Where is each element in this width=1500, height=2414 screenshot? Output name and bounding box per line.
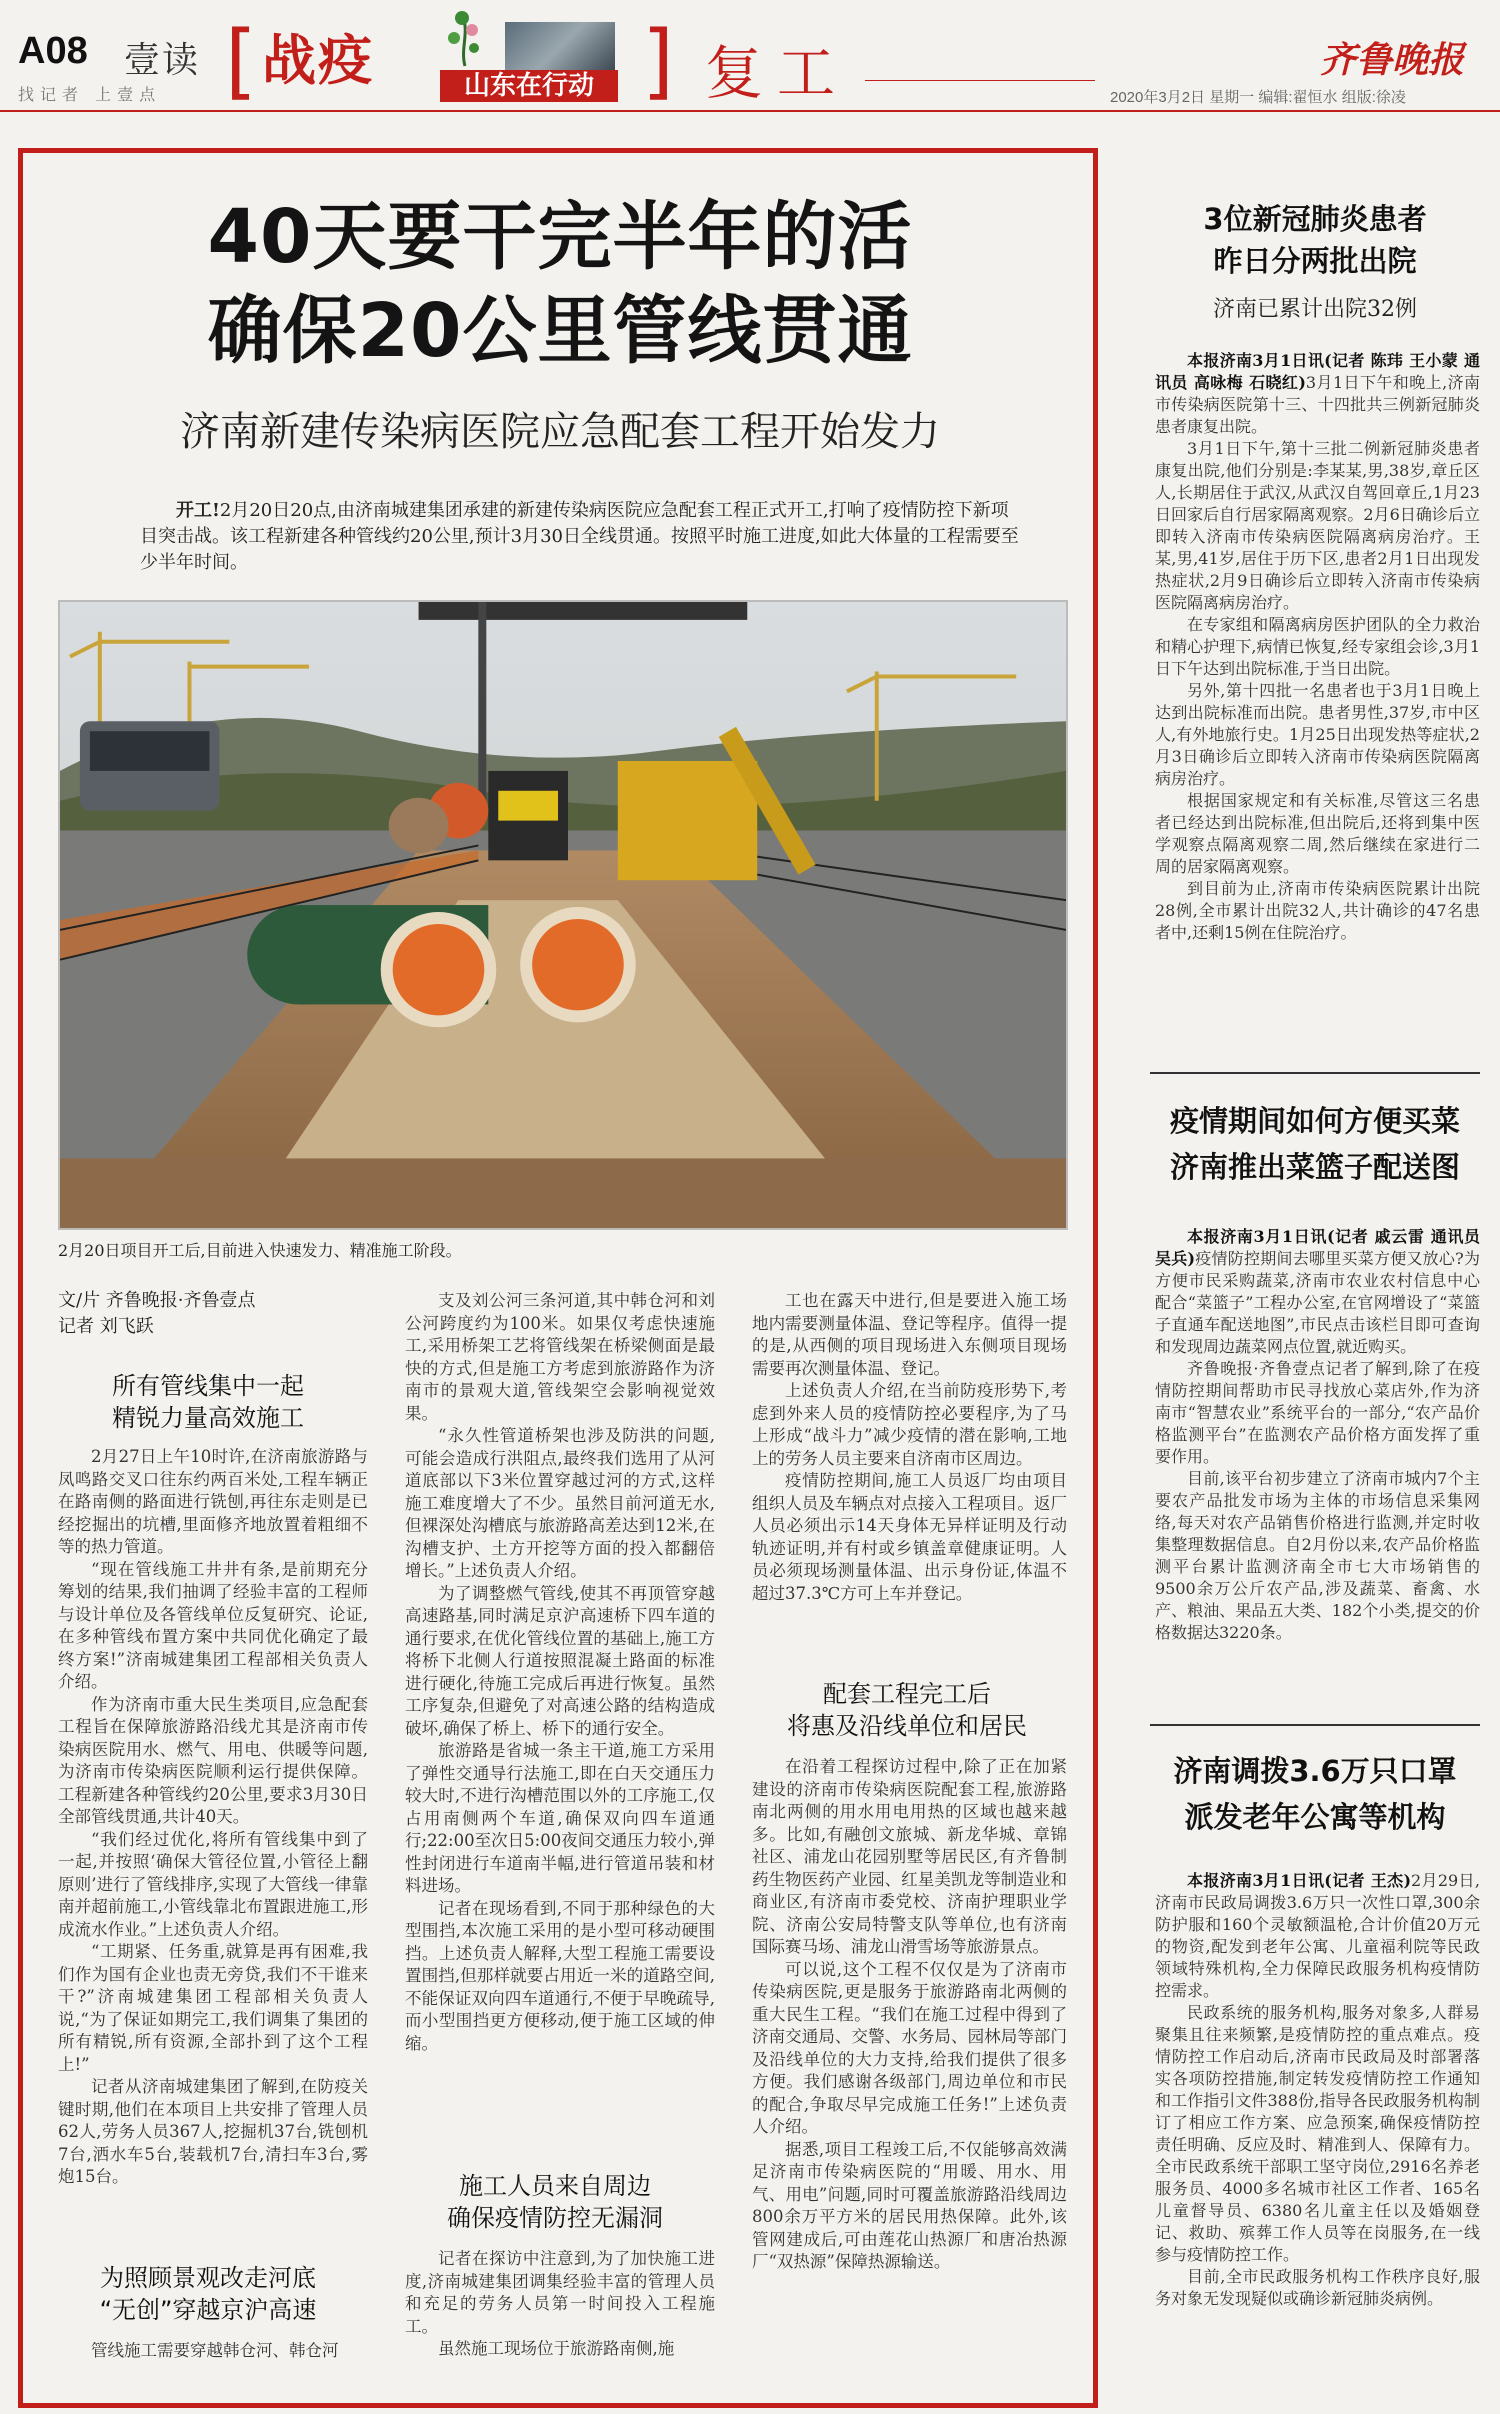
bracket-right-icon: ] (642, 14, 674, 109)
right-story-1-subtitle: 济南已累计出院32例 (1213, 297, 1417, 322)
paragraph: 到目前为止,济南市传染病医院累计出院28例,全市累计出院32人,共计确诊的47名患者中,还剩15例在住院治疗。 (1155, 879, 1480, 942)
paragraph: 管线施工需要穿越韩仓河、韩仓河 (91, 2341, 339, 2360)
headline-line-2: 确保20公里管线贯通 (207, 288, 913, 374)
col3-subhead (752, 1678, 1062, 1742)
right-story-2-title-line-1: 疫情期间如何方便买菜 (1169, 1104, 1460, 1138)
paragraph: 支及刘公河三条河道,其中韩仓河和刘公河跨度约为100米。如果仅考虑快速施工,采用桥架工艺将管线架在桥梁侧面是最快的方式,但是施工方考虑到旅游路作为济南市的景观大道,管线架空会影响视觉效果。 (405, 1291, 715, 1423)
right-story-2-byline: 本报济南3月1日讯(记者 戚云雷 通讯员 吴兵) (1155, 1227, 1480, 1268)
construction-photo (58, 600, 1068, 1230)
paragraph: 在专家组和隔离病房医护团队的全力救治和精心护理下,病情已恢复,经专家组会诊,3月1日下午达到出院标准,于当日出院。 (1155, 615, 1480, 678)
main-headline (40, 190, 1080, 378)
right-story-3-p0: 2月29日,济南市民政局调拨3.6万只一次性口罩,300余防护服和160个灵敏额温枪,合计价值20万元的物资,配发到老年公寓、儿童福利院等民政领域特殊机构,全力保障民政服务机构疫情防控需求。 (1155, 1871, 1480, 2000)
col1-subhead2-line-1: 为照顾景观改走河底 (100, 2264, 316, 2292)
date-editor-line: 2020年3月2日 星期一 编辑:翟恒水 组版:徐凌 (1110, 89, 1406, 106)
col2-subhead (405, 2170, 705, 2234)
newspaper-logo: 齐鲁晚报 (1320, 39, 1465, 81)
col2-text-2 (405, 2248, 715, 2361)
paragraph: 目前,全市民政服务机构工作秩序良好,服务对象无发现疑似或确诊新冠肺炎病例。 (1155, 2267, 1480, 2308)
right-story-1-title-line-1: 3位新冠肺炎患者 (1203, 202, 1427, 236)
right-story-1-title (1150, 198, 1480, 282)
lead-label: 开工! (176, 500, 220, 521)
paragraph: 根据国家规定和有关标准,尽管这三名患者已经达到出院标准,但出院后,还将到集中医学观察点隔离观察二周,然后继续在家进行二周的居家隔离观察。 (1155, 791, 1480, 876)
right-story-2-title (1150, 1098, 1480, 1190)
section-slogan: 找记者 上壹点 (18, 85, 162, 104)
col1-subhead-line-1: 所有管线集中一起 (112, 1372, 304, 1400)
section-name: 壹读 (124, 40, 201, 81)
right-story-3-text (1155, 1870, 1480, 2310)
topic-title: 复工 (705, 39, 850, 107)
headline-line-1: 40天要干完半年的活 (207, 194, 913, 280)
banner-title: 战疫 (262, 28, 374, 92)
paragraph: 2月27日上午10时许,在济南旅游路与凤鸣路交叉口往东约两百米处,工程车辆正在路南侧的路面进行铣刨,再往东走则是已经挖掘出的坑槽,里面修齐地放置着粗细不等的热力管道。 (58, 1447, 368, 1556)
col1-subhead-2 (58, 2262, 358, 2326)
col3-subhead-line-2: 将惠及沿线单位和居民 (787, 1712, 1027, 1740)
right-story-1-p0: 3月1日下午和晚上,济南市传染病医院第十三、十四批共三例新冠肺炎患者康复出院。 (1155, 373, 1480, 436)
col1-text (58, 1446, 368, 2189)
paragraph: 齐鲁晚报·齐鲁壹点记者了解到,除了在疫情防控期间帮助市民寻找放心菜店外,作为济南市“智慧农业”系统平台的一部分,“农产品价格监测平台”在监测农产品价格方面发挥了重要作用。 (1155, 1359, 1480, 1466)
right-story-1-byline: 本报济南3月1日讯(记者 陈玮 王小蒙 通讯员 高咏梅 石晓红) (1155, 351, 1480, 392)
right-story-3-byline: 本报济南3月1日讯(记者 王杰) (1187, 1871, 1412, 1890)
paragraph (1155, 350, 1480, 438)
col2-text (405, 1290, 715, 2055)
byline-line-1: 文/片 齐鲁晚报·齐鲁壹点 (58, 1290, 256, 1311)
right-column-separator (1150, 1072, 1480, 1074)
lead-text: 2月20日20点,由济南城建集团承建的新建传染病医院应急配套工程正式开工,打响了疫情防控下新项目突击战。该工程新建各种管线约20公里,预计3月30日全线贯通。按照平时施工进度,如此大体量的工程需要至少半年时间。 (140, 500, 1019, 573)
photo-caption: 2月20日项目开工后,目前进入快速发力、精准施工阶段。 (58, 1241, 462, 1260)
lead-paragraph (140, 498, 1020, 576)
page-number: A08 (18, 30, 88, 72)
paragraph: “现在管线施工井井有条,是前期充分筹划的结果,我们抽调了经验丰富的工程师与设计单位及各管线单位反复研究、论证,在多种管线布置方案中共同优化确定了最终方案!”济南城建集团工程部相关负责人介绍。 (58, 1559, 368, 1691)
paragraph: “工期紧、任务重,就算是再有困难,我们作为国有企业也责无旁贷,我们不干谁来干?”济南城建集团工程部相关负责人说,“为了保证如期完工,我们调集了集团的所有精锐,所有资源,全部扑到了这个工程上!” (58, 1942, 368, 2074)
paragraph: 上述负责人介绍,在当前防疫形势下,考虑到外来人员的疫情防控必要程序,为了马上形成“战斗力”减少疫情的潜在影响,工地上的劳务人员主要来自济南市区周边。 (752, 1381, 1067, 1468)
col3-subhead-line-1: 配套工程完工后 (823, 1680, 991, 1708)
byline-line-2: 记者 刘飞跃 (58, 1316, 154, 1337)
main-subheadline: 济南新建传染病医院应急配套工程开始发力 (180, 409, 940, 455)
paragraph: 记者在现场看到,不同于那种绿色的大型围挡,本次施工采用的是小型可移动硬围挡。上述负责人解释,大型工程施工需要设置围挡,但那样就要占用近一米的道路空间,不能保证双向四车道通行,不便于早晚疏导,而小型围挡更方便移动,便于施工区域的伸缩。 (405, 1898, 715, 2053)
paragraph: 记者从济南城建集团了解到,在防疫关键时期,他们在本项目上共安排了管理人员62人,劳务人员367人,挖掘机37台,铣刨机7台,洒水车5台,装载机7台,清扫车3台,雾炮15台。 (58, 2077, 368, 2186)
right-story-3-title-line-2: 派发老年公寓等机构 (1184, 1800, 1446, 1834)
col1-text-2 (58, 2340, 368, 2363)
paragraph (1155, 1870, 1480, 2002)
paragraph: “永久性管道桥架也涉及防洪的问题,可能会造成行洪阻点,最终我们选用了从河道底部以下3米位置穿越过河的方式,这样施工难度增大了不少。虽然目前河道无水,但裸深处沟槽底与旅游路高差达到12米,在沟槽支护、土方开挖等方面的投入都翻倍增长。”上述负责人介绍。 (405, 1426, 715, 1580)
banner-photo (505, 22, 615, 72)
col1-subhead (58, 1370, 358, 1434)
right-story-2-title-line-2: 济南推出菜篮子配送图 (1169, 1150, 1460, 1184)
paragraph: 虽然施工现场位于旅游路南侧,施 (438, 2339, 675, 2358)
plum-blossom-icon (440, 8, 490, 68)
main-byline (58, 1288, 256, 1340)
paragraph: 为了调整燃气管线,使其不再顶管穿越高速路基,同时满足京沪高速桥下四车道的通行要求,在优化管线位置的基础上,施工方将桥下北侧人行道按照混凝土路面的标准进行硬化,待施工完成后再进行恢复。虽然工序复杂,但避免了对高速公路的结构造成破坏,确保了桥上、桥下的通行安全。 (405, 1583, 715, 1738)
paragraph: 记者在探访中注意到,为了加快施工进度,济南城建集团调集经验丰富的管理人员和充足的劳务人员第一时间投入工程施工。 (405, 2249, 715, 2336)
right-story-2-text (1155, 1226, 1480, 1644)
paragraph (1155, 1226, 1480, 1358)
right-story-2-p0: 疫情防控期间去哪里买菜方便又放心?为方便市民采购蔬菜,济南市农业农村信息中心配合“菜篮子”工程办公室,在官网增设了“菜篮子直通车配送地图”,市民点击该栏目即可查询和发现周边蔬菜网点位置,就近购买。 (1155, 1249, 1480, 1356)
col3-text (752, 1290, 1067, 1605)
paragraph: 民政系统的服务机构,服务对象多,人群易聚集且往来频繁,是疫情防控的重点难点。疫情防控工作启动后,济南市民政局及时部署落实各项防控措施,制定转发疫情防控工作通知和工作指引文件388份,指导各民政服务机构制订了相应工作方案、应急预案,确保疫情防控责任明确、反应及时、精准到人、保障有力。全市民政系统干部职工坚守岗位,2916名养老服务员、4000多名城市社区工作者、165名儿童督导员、6380名儿童主任以及婚姻登记、救助、殡葬工作人员等在岗服务,在一线参与疫情防控工作。 (1155, 2003, 1480, 2264)
paragraph: 可以说,这个工程不仅仅是为了济南市传染病医院,更是服务于旅游路南北两侧的重大民生工程。“我们在施工过程中得到了济南交通局、交警、水务局、园林局等部门及沿线单位的大力支持,给我们提供了很多方便。我们感谢各级部门,周边单位和市民的配合,争取尽早完成施工任务!”上述负责人介绍。 (752, 1959, 1067, 2136)
right-story-3-title-line-1: 济南调拨3.6万只口罩 (1173, 1754, 1457, 1788)
paragraph: 在沿着工程探访过程中,除了正在加紧建设的济南市传染病医院配套工程,旅游路南北两侧的用水用电用热的区域也越来越多。比如,有融创文旅城、新龙华城、章锦社区、浦龙山花园别墅等居民区,有齐鲁制药生物医药产业园、红星美凯龙等制造业和商业区,有济南市委党校、济南护理职业学院、济南公安局特警支队等单位,也有济南国际赛马场、浦龙山滑雪场等旅游景点。 (752, 1757, 1067, 1956)
right-story-3-title (1150, 1748, 1480, 1840)
col2-subhead-line-2: 确保疫情防控无漏洞 (447, 2204, 663, 2232)
banner-subtitle: 山东在行动 (440, 70, 618, 102)
paragraph: 据悉,项目工程竣工后,不仅能够高效满足济南市传染病医院的“用暖、用水、用气、用电”问题,同时可覆盖旅游路沿线周边800余万平方米的居民用热保障。此外,该管网建成后,可由莲花山热源厂和唐冶热源厂“双热源”保障热源输送。 (752, 2139, 1067, 2271)
paragraph: 作为济南市重大民生类项目,应急配套工程旨在保障旅游路沿线尤其是济南市传染病医院用水、燃气、用电、供暖等问题,为济南市传染病医院顺利运行提供保障。工程新建各种管线约20公里,要求3月30日全部管线贯通,共计40天。 (58, 1694, 368, 1826)
paragraph: 3月1日下午,第十三批二例新冠肺炎患者康复出院,他们分别是:李某某,男,38岁,章丘区人,长期居住于武汉,从武汉自驾回章丘,1月23日回家后自行居家隔离观察。2月6日确诊后立即转入济南市传染病医院隔离病房治疗。王某,男,41岁,居住于历下区,患者2月1日出现发热症状,2月9日确诊后立即转入济南市传染病医院隔离病房治疗。 (1155, 439, 1480, 612)
paragraph: 工也在露天中进行,但是要进入施工场地内需要测量体温、登记等程序。值得一提的是,从西侧的项目现场进入东侧项目现场需要再次测量体温、登记。 (752, 1291, 1067, 1378)
paragraph: “我们经过优化,将所有管线集中到了一起,并按照‘确保大管径位置,小管径上翻原则’进行了管线排序,实现了大管线一律靠南并超前施工,小管线靠北布置跟进施工,形成流水作业。”上述负责人介绍。 (58, 1829, 368, 1939)
col1-subhead2-line-2: “无创”穿越京沪高速 (99, 2296, 317, 2324)
paragraph: 另外,第十四批一名患者也于3月1日晚上达到出院标准而出院。患者男性,37岁,市中区人,有外地旅行史。1月25日出现发热等症状,2月3日确诊后立即转入济南市传染病医院隔离病房治疗。 (1155, 681, 1480, 788)
masthead-thin-rule (865, 80, 1095, 81)
col3-text-2 (752, 1756, 1067, 2274)
bracket-left-icon: [ (225, 14, 257, 109)
col2-subhead-line-1: 施工人员来自周边 (459, 2172, 651, 2200)
paragraph: 旅游路是省城一条主干道,施工方采用了弹性交通导行法施工,即在白天交通压力较大时,不进行沟槽范围以外的工序施工,仅占用南侧两个车道,确保双向四车道通行;22:00至次日5:00夜间交通压力较小,弹性封闭进行车道南半幅,进行管道吊装和材料进场。 (405, 1741, 715, 1895)
right-column-separator (1150, 1724, 1480, 1726)
right-story-1-text (1155, 350, 1480, 944)
right-story-1-title-line-2: 昨日分两批出院 (1213, 244, 1417, 278)
masthead-rule (0, 110, 1500, 112)
paragraph: 疫情防控期间,施工人员返厂均由项目组织人员及车辆点对点接入工程项目。返厂人员必须出示14天身体无异样证明及行动轨迹证明,并有村或乡镇盖章健康证明。人员必须现场测量体温、出示身份证,体温不超过37.3℃方可上车并登记。 (752, 1471, 1067, 1603)
paragraph: 目前,该平台初步建立了济南市城内7个主要农产品批发市场为主体的市场信息采集网络,每天对农产品销售价格进行监测,并定时收集整理数据信息。自2月份以来,农产品价格监测平台累计监测济南全市七大市场销售的9500余万公斤农产品,涉及蔬菜、畜禽、水产、粮油、果品五大类、182个小类,提交的价格数据达3220条。 (1155, 1469, 1480, 1642)
col1-subhead-line-2: 精锐力量高效施工 (112, 1404, 304, 1432)
